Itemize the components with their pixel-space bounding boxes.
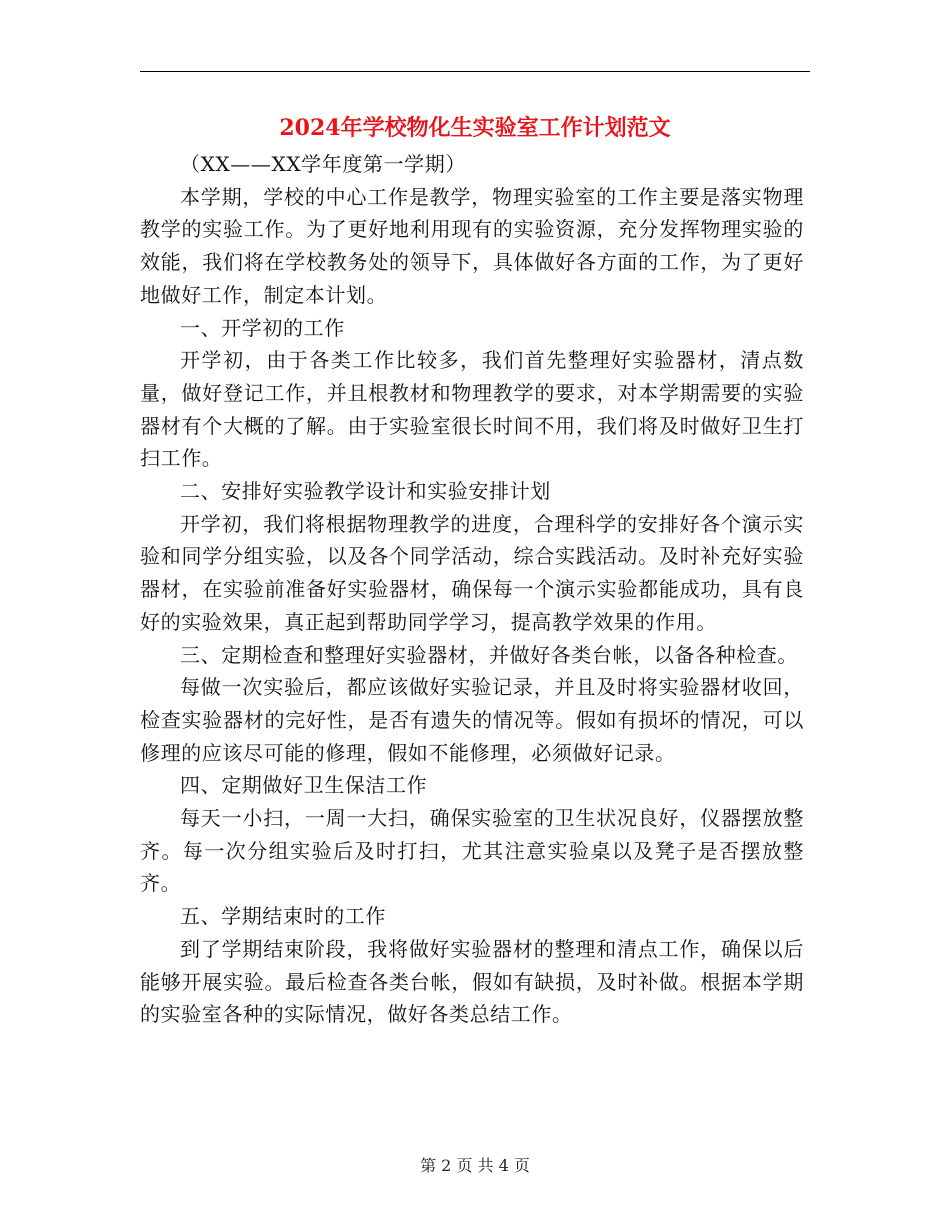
paragraph-section-1: 开学初，由于各类工作比较多，我们首先整理好实验器材，清点数量，做好登记工作，并且根教材和物理教学的要求，对本学期需要的实验器材有个大概的了解。由于实验室很长时间不用，我们将及时做好卫生打扫工作。 bbox=[140, 348, 804, 471]
page-number-label: 第 2 页 共 4 页 bbox=[420, 1156, 530, 1175]
paragraph-intro: 本学期，学校的中心工作是教学，物理实验室的工作主要是落实物理教学的实验工作。为了更好地利用现有的实验资源，充分发挥物理实验的效能，我们将在学校教务处的领导下，具体做好各方面的工作，为了更好地做好工作，制定本计划。 bbox=[140, 184, 804, 307]
document-body bbox=[140, 148, 804, 1031]
page-footer bbox=[0, 1154, 950, 1178]
paragraph-section-3: 每做一次实验后，都应该做好实验记录，并且及时将实验器材收回，检查实验器材的完好性，是否有遗失的情况等。假如有损坏的情况，可以修理的应该尽可能的修理，假如不能修理，必须做好记录。 bbox=[140, 675, 804, 765]
header-rule bbox=[140, 71, 810, 72]
paragraph-section-5: 到了学期结束阶段，我将做好实验器材的整理和清点工作，确保以后能够开展实验。最后检查各类台帐，假如有缺损，及时补做。根据本学期的实验室各种的实际情况，做好各类总结工作。 bbox=[140, 936, 804, 1027]
section-heading-2: 二、安排好实验教学设计和实验安排计划 bbox=[180, 479, 551, 504]
paragraph-subtitle: （XX——XX学年度第一学期） bbox=[180, 152, 466, 176]
section-heading-5: 五、学期结束时的工作 bbox=[180, 904, 386, 929]
document-title: 2024年学校物化生实验室工作计划范文 bbox=[279, 115, 671, 141]
section-heading-4: 四、定期做好卫生保洁工作 bbox=[180, 773, 428, 798]
paragraph-section-2: 开学初，我们将根据物理教学的进度，合理科学的安排好各个演示实验和同学分组实验，以及各个同学活动，综合实践活动。及时补充好实验器材，在实验前准备好实验器材，确保每一个演示实验都能成功，具有良好的实验效果，真正起到帮助同学学习，提高教学效果的作用。 bbox=[140, 511, 804, 634]
section-heading-1: 一、开学初的工作 bbox=[180, 315, 345, 340]
section-heading-3: 三、定期检查和整理好实验器材，并做好各类台帐，以备各种检查。 bbox=[180, 642, 798, 667]
paragraph-section-4: 每天一小扫，一周一大扫，确保实验室的卫生状况良好，仪器摆放整齐。每一次分组实验后及时打扫，尤其注意实验桌以及凳子是否摆放整齐。 bbox=[140, 806, 804, 896]
